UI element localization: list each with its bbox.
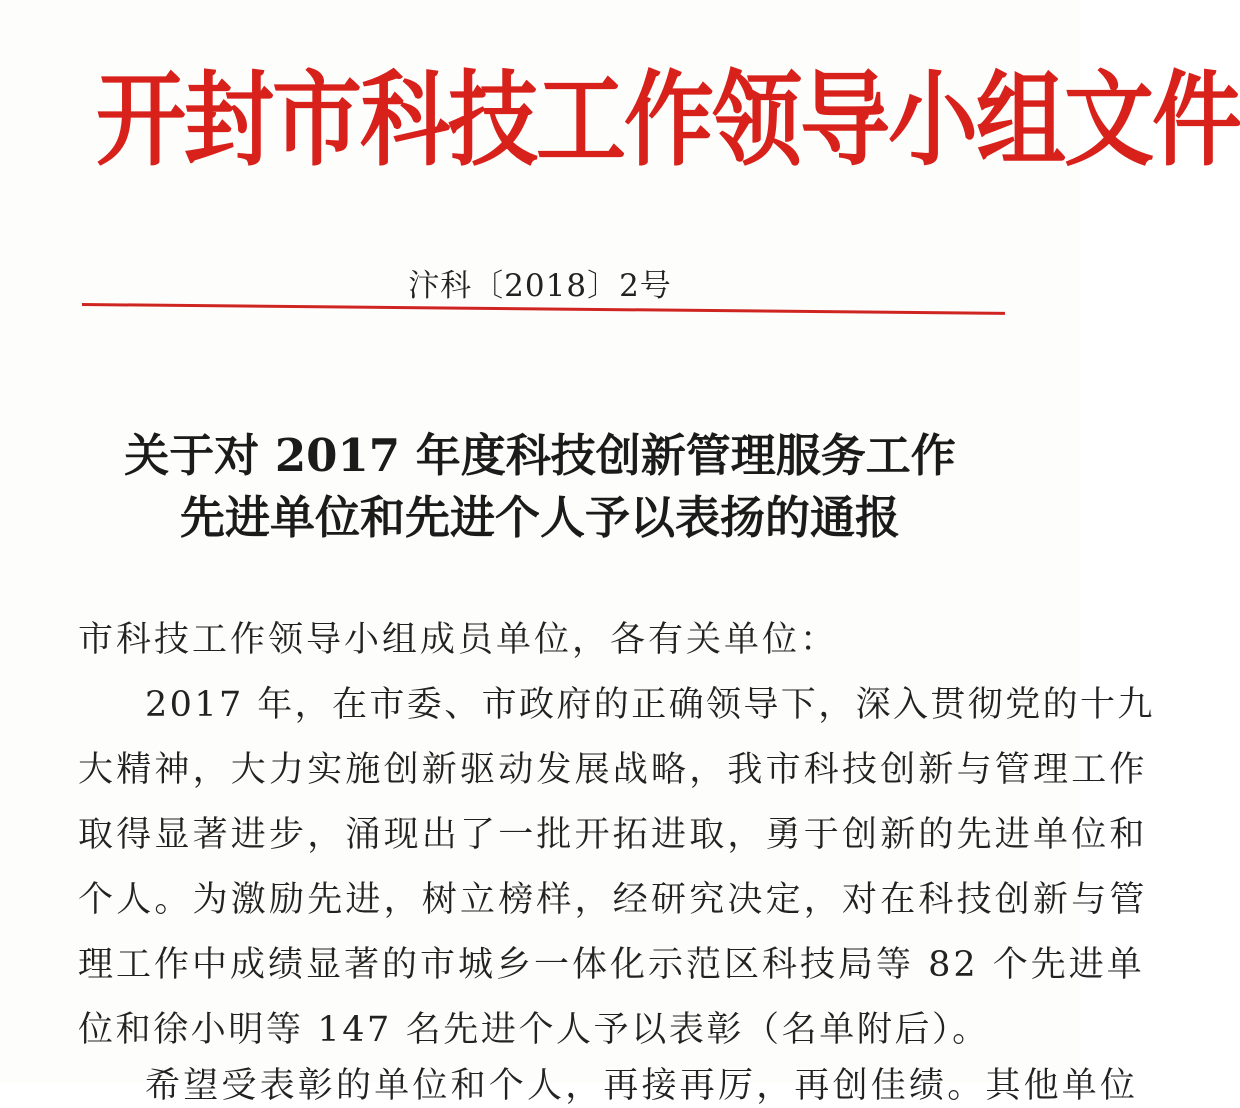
body-line-1: 2017 年，在市委、市政府的正确领导下，深入贯彻党的十九 [145,685,1155,725]
body-line-7-partial: 希望受表彰的单位和个人，再接再厉，再创佳绩。其他单位 [145,1066,1139,1106]
document-number: 汴科〔2018〕2号 [408,268,672,304]
body-line-6: 位和徐小明等 147 名先进个人予以表彰（名单附后）。 [78,1010,990,1050]
body-line-4: 个人。为激励先进，树立榜样，经研究决定，对在科技创新与管 [78,880,1148,920]
issuer-header: 开封市科技工作领导小组文件 [96,59,1240,181]
notice-title-line-1: 关于对 2017 年度科技创新管理服务工作 [124,429,956,482]
body-line-3: 取得显著进步，涌现出了一批开拓进取，勇于创新的先进单位和 [78,815,1148,855]
body-line-2: 大精神，大力实施创新驱动发展战略，我市科技创新与管理工作 [78,750,1148,790]
salutation: 市科技工作领导小组成员单位，各有关单位： [78,620,839,660]
notice-title-line-2: 先进单位和先进个人予以表扬的通报 [179,491,900,544]
body-line-5: 理工作中成绩显著的市城乡一体化示范区科技局等 82 个先进单 [78,945,1145,985]
